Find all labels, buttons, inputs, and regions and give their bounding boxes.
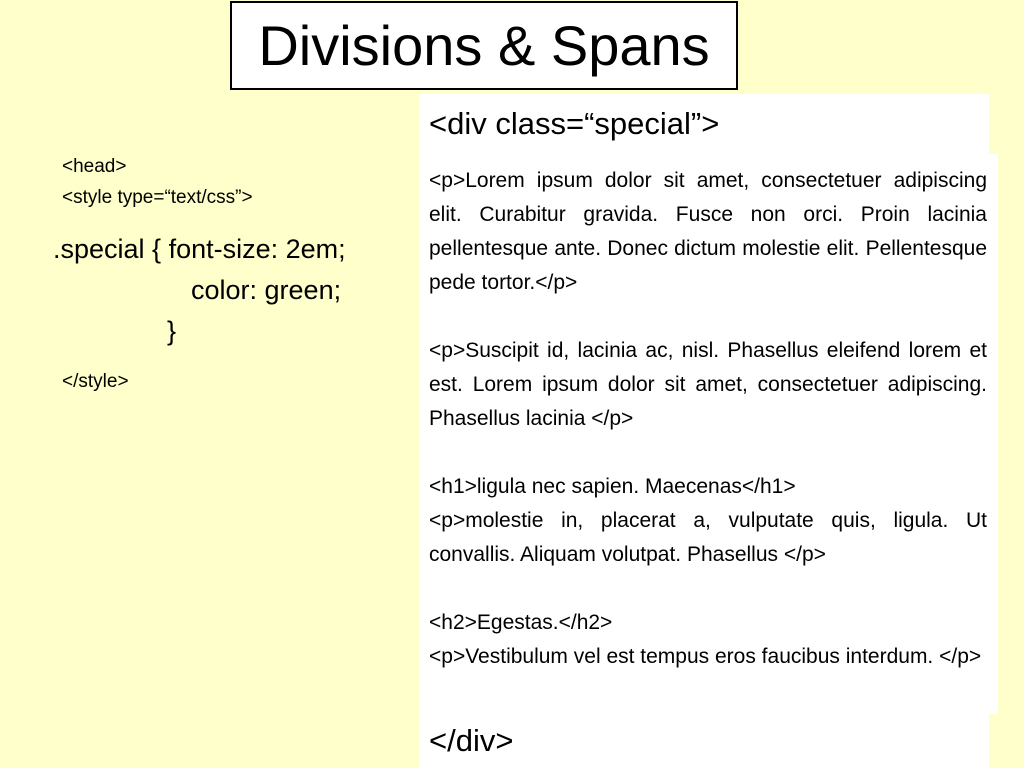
- blank-line: [429, 572, 987, 606]
- paragraph-3: <p>molestie in, placerat a, vulputate quis, ligula. Ut convallis. Aliquam volutpat. Phasellus </p>: [429, 509, 987, 566]
- paragraph-2: <p>Suscipit id, lacinia ac, nisl. Phasellus eleifend lorem et est. Lorem ipsum dolor sit amet, consectetuer adipiscing. Phasellus lacinia </p>: [429, 339, 987, 430]
- div-content-panel: [419, 154, 998, 714]
- div-close-tag: </div>: [419, 714, 989, 768]
- css-rule-line-2: color: green;: [191, 275, 342, 305]
- paragraph-1: <p>Lorem ipsum dolor sit amet, consectetuer adipiscing elit. Curabitur gravida. Fusce non orci. Proin lacinia pellentesque ante. Donec dictum molestie elit. Pellentesque pede tortor.</p>: [429, 169, 987, 294]
- blank-line: [429, 436, 987, 470]
- css-rule-line-1: .special { font-size: 2em;: [53, 234, 346, 264]
- h1-line: <h1>ligula nec sapien. Maecenas</h1>: [429, 475, 796, 498]
- slide-title: Divisions & Spans: [230, 1, 738, 90]
- div-open-tag: <div class=“special”>: [419, 94, 989, 154]
- style-close-tag-text: </style>: [62, 371, 129, 392]
- css-rule-line-3: }: [167, 316, 177, 346]
- blank-line: [429, 300, 987, 334]
- head-tag-text: <head>: [62, 156, 127, 177]
- h2-line: <h2>Egestas.</h2>: [429, 611, 613, 634]
- style-open-tag-text: <style type=“text/css”>: [62, 187, 253, 208]
- paragraph-4: <p>Vestibulum vel est tempus eros faucibus interdum. </p>: [429, 645, 982, 668]
